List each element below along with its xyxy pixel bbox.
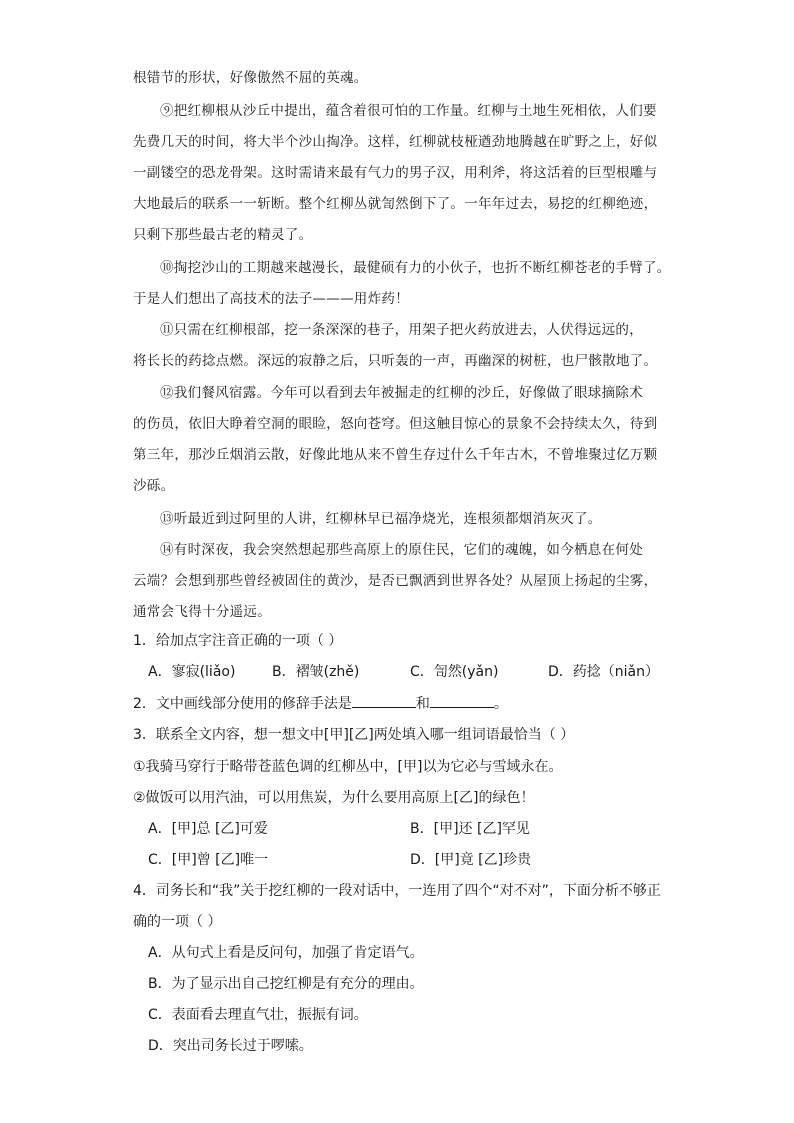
paragraph-10-line-1: ⑩掏挖沙山的工期越来越漫长，最健硕有力的小伙子，也折不断红柳苍老的手臂了。 bbox=[160, 260, 671, 276]
paragraph-14-line-1: ⑭有时深夜，我会突然想起那些高原上的原住民，它们的魂魄，如今栖息在何处 bbox=[160, 542, 643, 558]
question-3-option-c[interactable]: C．[甲]曾 [乙]唯一 bbox=[148, 852, 269, 868]
paragraph-11-line-2: 将长长的药捻点燃。深远的寂静之后，只听轰的一声，再幽深的树桩，也尸骸散地了。 bbox=[133, 353, 658, 369]
question-4-option-c[interactable]: C．表面看去理直气壮，振振有词。 bbox=[148, 1007, 368, 1023]
question-4-option-a[interactable]: A．从句式上看是反问句，加强了肯定语气。 bbox=[148, 945, 424, 961]
passage-line: 根错节的形状，好像傲然不屈的英魂。 bbox=[133, 70, 368, 86]
paragraph-9-line-4: 大地最后的联系一一斩断。整个红柳丛就訇然倒下了。一年年过去，易挖的红柳绝迹， bbox=[133, 196, 658, 212]
question-2-stem-text: 2．文中画线部分使用的修辞手法是 bbox=[133, 696, 352, 712]
paragraph-10-line-2: 于是人们想出了高技术的法子———用炸药！ bbox=[133, 291, 409, 307]
question-2-stem-and: 和 bbox=[415, 696, 430, 712]
question-3-option-d[interactable]: D．[甲]竟 [乙]珍贵 bbox=[410, 852, 532, 868]
question-4-option-d[interactable]: D．突出司务长过于啰嗦。 bbox=[148, 1038, 313, 1054]
question-2-stem-end: 。 bbox=[493, 696, 508, 712]
paragraph-9-line-5: 只剩下那些最古老的精灵了。 bbox=[133, 227, 313, 243]
answer-blank-1[interactable] bbox=[352, 695, 416, 708]
paragraph-13-line-1: ⑬听最近到过阿里的人讲，红柳林早已福净烧光，连根须都烟消灰灭了。 bbox=[160, 511, 602, 527]
question-4-stem-line-2: 确的一项（ ） bbox=[133, 914, 222, 930]
paragraph-12-line-2: 的伤员，依旧大睁着空洞的眼睑，怒向苍穹。但这触目惊心的景象不会持续太久，待到 bbox=[133, 416, 658, 432]
paragraph-12-line-3: 第三年，那沙丘烟消云散，好像此地从来不曾生存过什么千年古木，不曾堆聚过亿万颗 bbox=[133, 447, 658, 463]
question-1-option-d[interactable]: D．药捻（niǎn） bbox=[548, 664, 659, 680]
question-1-option-c[interactable]: C．訇然(yǎn) bbox=[410, 664, 499, 680]
paragraph-9-line-2: 先费几天的时间，将大半个沙山掏净。这样，红柳就枝桠遒劲地腾越在旷野之上，好似 bbox=[133, 134, 658, 150]
question-1-stem: 1．给加点字注音正确的一项（ ） bbox=[133, 633, 343, 649]
paragraph-11-line-1: ⑪只需在红柳根部，挖一条深深的巷子，用架子把火药放进去，人伏得远远的， bbox=[160, 322, 643, 338]
answer-blank-2[interactable] bbox=[430, 695, 494, 708]
paragraph-9-line-3: 一副镂空的恐龙骨架。这时需请来最有气力的男子汉，用利斧，将这活着的巨型根雕与 bbox=[133, 165, 658, 181]
question-4-stem-line-1: 4．司务长和“我”关于挖红柳的一段对话中，一连用了四个“对不对”，下面分析不够正 bbox=[133, 883, 661, 899]
paragraph-14-line-3: 通常会飞得十分遥远。 bbox=[133, 604, 271, 620]
paragraph-12-line-4: 沙砾。 bbox=[133, 478, 175, 494]
question-1-option-a[interactable]: A．寥寂(liǎo) bbox=[148, 664, 236, 680]
paragraph-9-line-1: ⑨把红柳根从沙丘中提出，蕴含着很可怕的工作量。红柳与土地生死相依，人们要 bbox=[160, 103, 657, 119]
question-3-sentence-2: ②做饭可以用汽油，可以用焦炭，为什么要用高原上[乙]的绿色！ bbox=[133, 790, 535, 806]
paragraph-14-line-2: 云端？会想到那些曾经被固住的黄沙，是否已飘洒到世界各处？从屋顶上扬起的尘雾， bbox=[133, 573, 658, 589]
question-3-option-a[interactable]: A．[甲]总 [乙]可爱 bbox=[148, 821, 268, 837]
question-3-option-b[interactable]: B．[甲]还 [乙]罕见 bbox=[410, 821, 530, 837]
question-2-stem bbox=[133, 693, 508, 713]
question-1-option-b[interactable]: B．褶皱(zhě) bbox=[272, 664, 360, 680]
question-4-option-b[interactable]: B．为了显示出自己挖红柳是有充分的理由。 bbox=[148, 976, 424, 992]
question-3-stem: 3．联系全文内容，想一想文中[甲][乙]两处填入哪一组词语最恰当（ ） bbox=[133, 727, 575, 743]
question-3-sentence-1: ①我骑马穿行于略带苍蓝色调的红柳丛中，[甲]以为它必与雪域永在。 bbox=[133, 759, 563, 775]
paragraph-12-line-1: ⑫我们餐风宿露。今年可以看到去年被掘走的红柳的沙丘，好像做了眼球摘除术 bbox=[160, 385, 643, 401]
